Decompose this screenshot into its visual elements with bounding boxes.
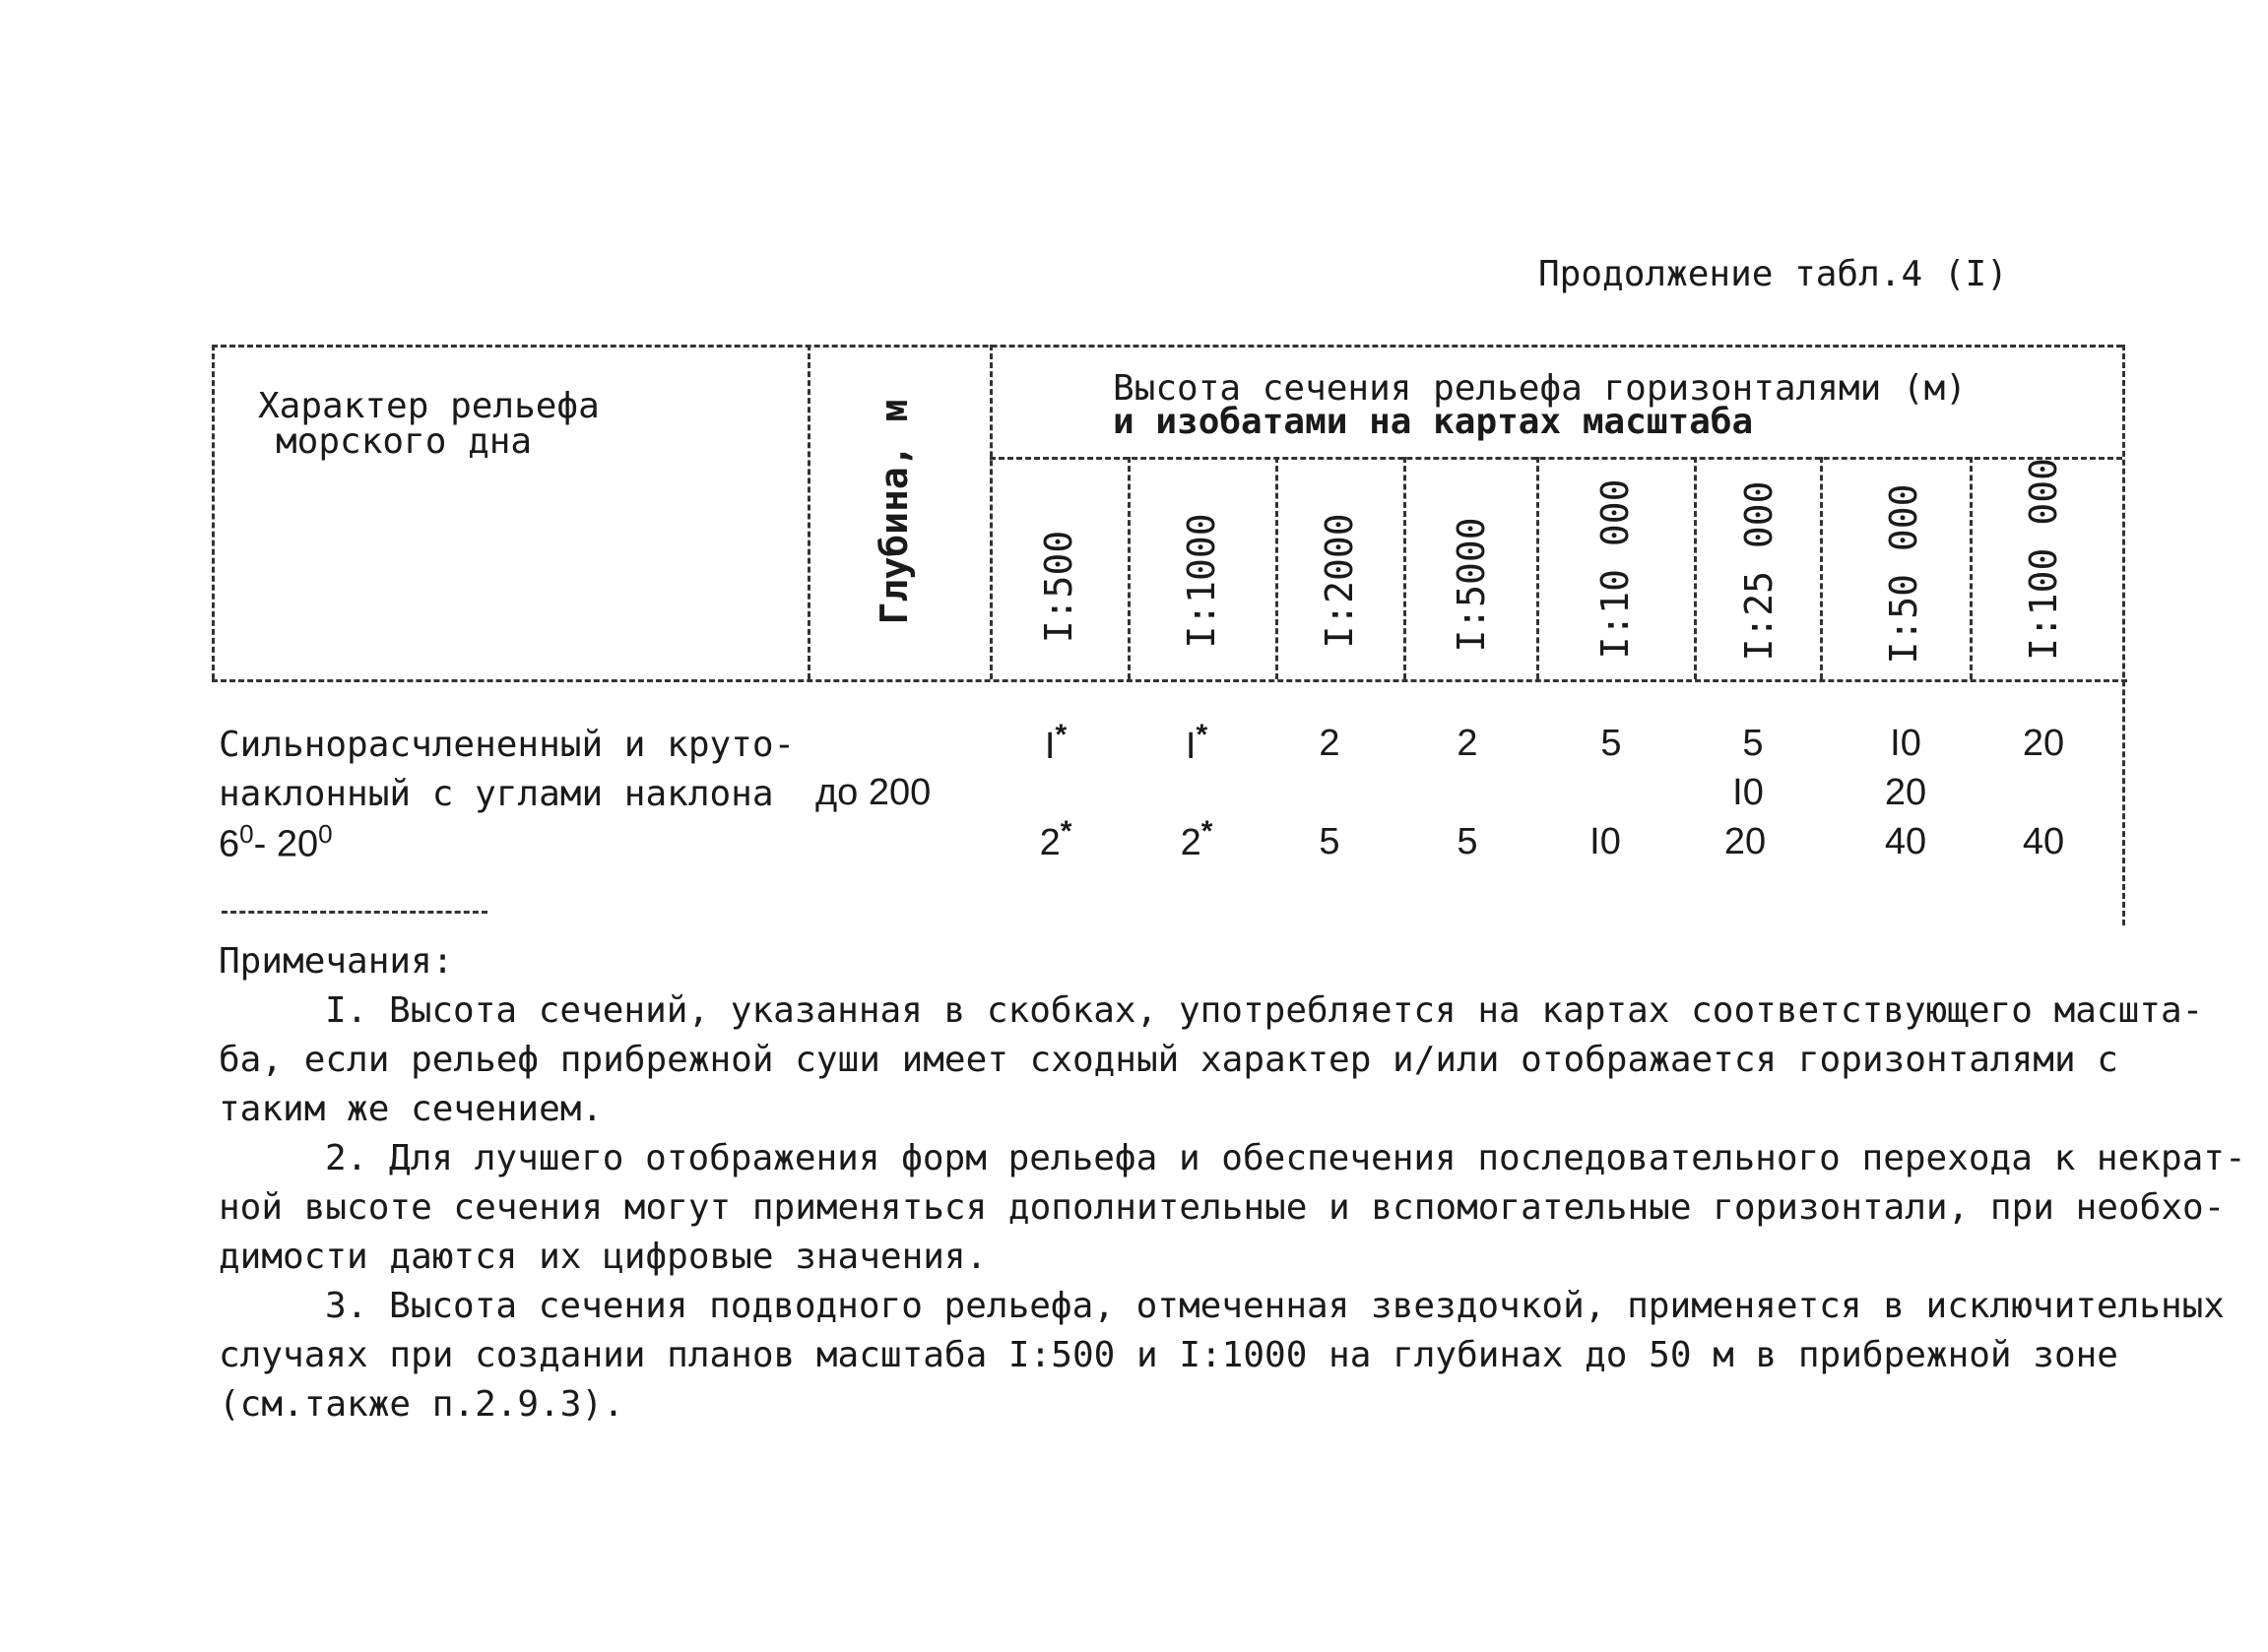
scale-header-divider <box>990 457 2122 460</box>
scale-label-5: I:10 000 <box>1593 478 1637 660</box>
header-bottom-border <box>212 679 2127 682</box>
scale-label-6: I:25 000 <box>1737 480 1781 662</box>
value-3-6: 20 <box>1723 821 1767 862</box>
degree-sign-2: 0 <box>318 819 333 849</box>
col-divider-4 <box>1536 457 1539 679</box>
value-1-2-text: I <box>1185 726 1197 767</box>
value-3-2-text: 2 <box>1180 822 1201 863</box>
value-2-7: 20 <box>1884 772 1927 813</box>
header-group-line2: и изобатами на картах масштаба <box>1113 402 1754 442</box>
row-description-line3 <box>219 819 333 866</box>
col-divider-1 <box>1128 457 1131 679</box>
header-character-line1: Характер рельефа <box>258 386 600 426</box>
value-3-2 <box>1181 815 1213 864</box>
row-description-line1: Сильнорасчлененный и круто- <box>219 725 796 765</box>
header-character-line2: морского дна <box>276 421 533 462</box>
note-2-line3: димости даются их цифровые значения. <box>219 1237 988 1277</box>
value-1-4: 2 <box>1457 723 1478 764</box>
scale-label-1: I:500 <box>1037 530 1080 644</box>
value-1-6: 5 <box>1742 723 1764 764</box>
row-depth: до 200 <box>815 772 932 813</box>
scale-label-8: I:100 000 <box>2022 458 2065 661</box>
note-3-line1: 3. Высота сечения подводного рельефа, отмеченная звездочкой, применяется в исключительных <box>325 1286 2225 1326</box>
scale-label-4: I:5000 <box>1450 517 1493 653</box>
value-3-7: 40 <box>1884 821 1927 862</box>
col-divider-2 <box>1275 457 1278 679</box>
value-3-3: 5 <box>1319 821 1340 862</box>
value-3-5: I0 <box>1589 821 1621 862</box>
angle-to: - 20 <box>253 823 319 865</box>
note-3-line2: случаях при создании планов масштаба I:500 и I:1000 на глубинах до 50 м в прибрежной зоне <box>219 1335 2118 1375</box>
note-1-line2: ба, если рельеф прибрежной суши имеет сходный характер и/или отображается горизонталями с <box>219 1040 2118 1080</box>
value-1-8: 20 <box>2022 723 2065 764</box>
note-2-line1: 2. Для лучшего отображения форм рельефа и обеспечения последовательного перехода к некрат- <box>325 1138 2246 1178</box>
value-3-8: 40 <box>2022 821 2065 862</box>
table-bottom-stub <box>222 911 487 914</box>
scale-label-3: I:2000 <box>1318 513 1361 649</box>
row-description-line2: наклонный с углами наклона <box>219 774 774 814</box>
table-top-border <box>212 345 2122 348</box>
col-divider-scales <box>990 345 993 679</box>
note-2-line2: ной высоте сечения могут применяться дополнительные и вспомогательные горизонтали, при необхо- <box>219 1187 2226 1228</box>
value-3-1-text: 2 <box>1039 822 1061 863</box>
scale-label-7: I:50 000 <box>1882 483 1925 665</box>
note-1-line1: I. Высота сечений, указанная в скобках, употребляется на картах соответствующего масшта- <box>325 990 2204 1031</box>
col-divider-depth <box>808 345 810 679</box>
scale-label-2: I:1000 <box>1180 513 1223 649</box>
value-1-1 <box>1045 719 1067 768</box>
table-left-border <box>212 345 215 679</box>
value-1-5: 5 <box>1600 723 1622 764</box>
note-3-line3: (см.также п.2.9.3). <box>219 1384 624 1425</box>
value-3-4: 5 <box>1457 821 1478 862</box>
value-3-1 <box>1040 815 1072 864</box>
col-divider-6 <box>1820 457 1823 679</box>
asterisk-mark: * <box>1060 815 1072 848</box>
asterisk-mark: * <box>1200 815 1213 848</box>
value-2-6: I0 <box>1732 772 1764 813</box>
header-depth-label: Глубина, м <box>873 399 916 625</box>
value-1-2 <box>1186 719 1207 768</box>
degree-sign-1: 0 <box>239 819 254 849</box>
table-right-border <box>2122 345 2125 925</box>
col-divider-5 <box>1694 457 1697 679</box>
note-1-line3: таким же сечением. <box>219 1089 604 1129</box>
table-caption: Продолжение табл.4 (I) <box>1538 254 2008 294</box>
col-divider-3 <box>1403 457 1406 679</box>
value-1-7: I0 <box>1890 723 1921 764</box>
asterisk-mark: * <box>1196 719 1208 751</box>
notes-heading: Примечания: <box>219 941 454 982</box>
header-group-line1: Высота сечения рельефа горизонталями (м) <box>1113 368 1967 409</box>
value-1-1-text: I <box>1044 726 1056 767</box>
angle-from: 6 <box>219 823 240 865</box>
col-divider-7 <box>1970 457 1973 679</box>
asterisk-mark: * <box>1055 719 1068 751</box>
value-1-3: 2 <box>1319 723 1340 764</box>
